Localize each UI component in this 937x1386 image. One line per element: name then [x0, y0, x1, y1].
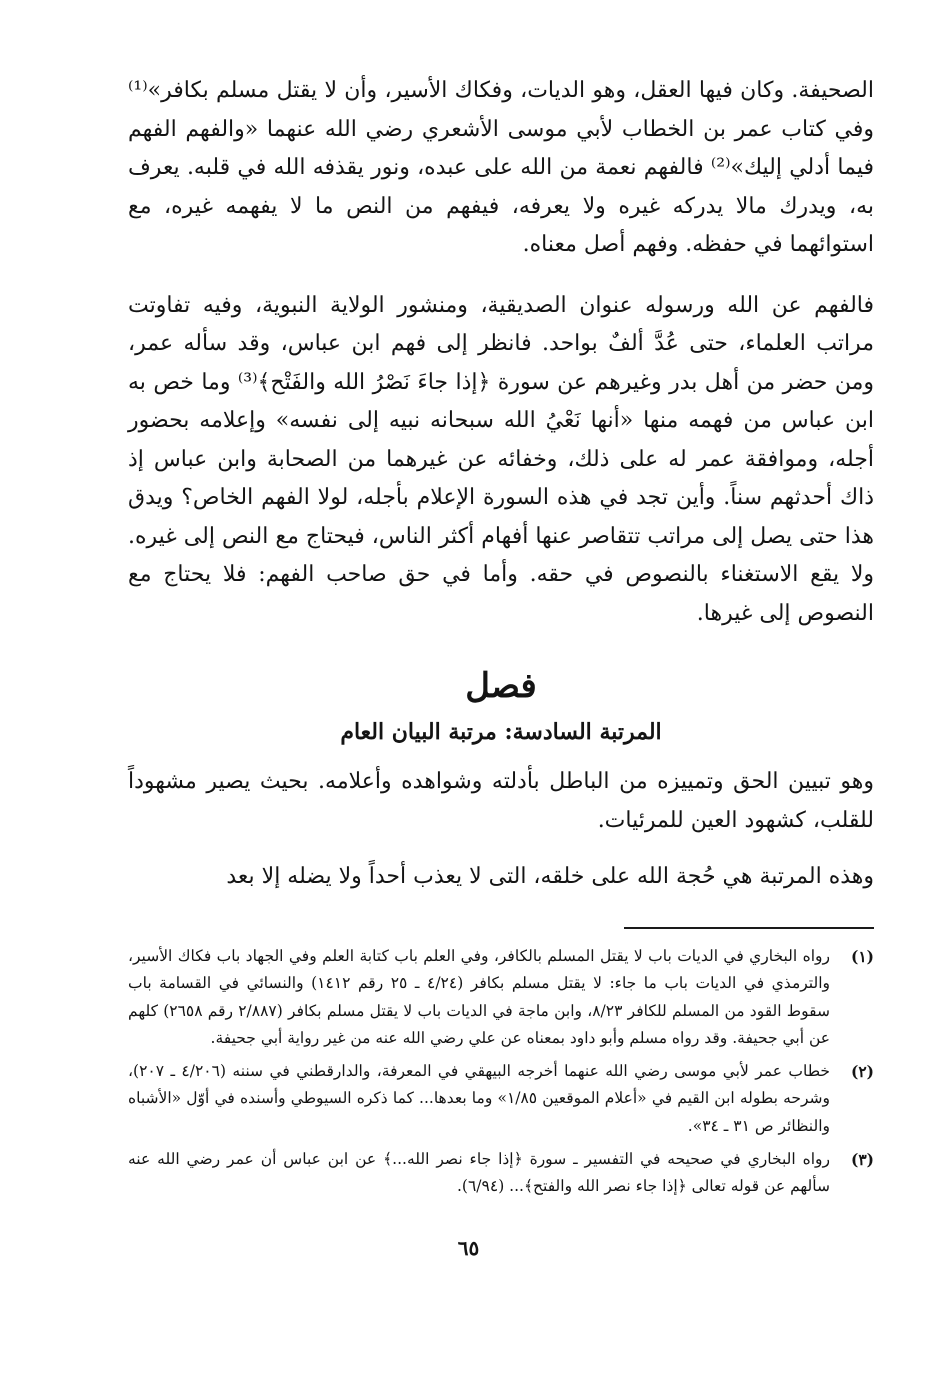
body-paragraph-1: الصحيفة. وكان فيها العقل، وهو الديات، وفكاك الأسير، وأن لا يقتل مسلم بكافر»⁽¹⁾ وفي كتاب عمر بن الخطاب لأبي موسى الأشعري رضي الله عنهما «والفهم الفهم فيما أدلي إليك»⁽²⁾ فالفهم نعمة من الله على عبده، ونور يقذفه الله في قلبه. يعرف به، ويدرك مالا يدركه غيره ولا يعرفه، فيفهم من النص ما لا يفهمه غيره، مع استوائهما في حفظه. وفهم أصل معناه. [128, 78, 874, 257]
footnote-number: (٢) [850, 1061, 874, 1081]
body-paragraph-2: فالفهم عن الله ورسوله عنوان الصديقية، ومنشور الولاية النبوية، وفيه تفاوتت مراتب العلماء، حتى عُدَّ ألفٌ بواحد. فانظر إلى فهم ابن عباس، وقد سأله عمر، ومن حضر من أهل بدر وغيرهم عن سورة ﴿إذا جاءَ نَصْرُ الله والفَتْح﴾⁽³⁾ وما خص به ابن عباس من فهمه منها «أنها نَعْيُ الله سبحانه نبيه إلى نفسه» وإعلامه بحضور أجله، وموافقة عمر له على ذلك، وخفائه عن غيرهما من الصحابة وابن عباس إذ ذاك أحدثهم سناً. وأين تجد في هذه السورة الإعلام بأجله، لولا الفهم الخاص؟ ويدق هذا حتى يصل إلى مراتب تتقاصر عنها أفهام أكثر الناس، فيحتاج مع النص إلى غيره. ولا يقع الاستغناء بالنصوص في حقه. وأما في حق صاحب الفهم: فلا يحتاج مع النصوص إلى غيرها. [128, 292, 874, 626]
footnote-text: رواه البخاري في الديات باب لا يقتل المسلم بالكافر، وفي العلم باب كتابة العلم وفي الجهاد باب فكاك الأسير، والترمذي في الديات باب ما جاء: لا يقتل مسلم بكافر (٤/٢٤ ـ ٢٥ رقم ١٤١٢) والنسائي في القسامة باب سقوط القود من المسلم للكافر ٨/٢٣، وابن ماجة في الديات باب لا يقتل مسلم بكافر (٢/٨٨٧ رقم ٢٦٥٨) كلهم عن أبي جحيفة. وقد رواه مسلم وأبو داود بمعناه عن علي رضي الله عنه من غير رواية أبي جحيفة. [128, 946, 830, 1048]
footnote-divider [624, 927, 874, 929]
footnote-text: رواه البخاري في صحيحه في التفسير ـ سورة ﴿إذا جاء نصر الله...﴾ عن ابن عباس أن عمر رضي الله عنه سألهم عن قوله تعالى ﴿إذا جاء نصر الله والفتح﴾... (٦/٩٤). [128, 1149, 830, 1196]
page-number: ٦٥ [457, 1236, 480, 1260]
section-subheading: المرتبة السادسة: مرتبة البيان العام [340, 719, 662, 745]
section-paragraph-2: وهذه المرتبة هي حُجة الله على خلقه، التى لا يعذب أحداً ولا يضله إلا بعد [226, 864, 874, 889]
footnotes [128, 943, 874, 1201]
section-paragraph-1: وهو تبيين الحق وتمييزه من الباطل بأدلته وشواهده وأعلامه. بحيث يصير مشهوداً للقلب، كشهود العين للمرئيات. [128, 769, 874, 833]
footnote-number: (١) [850, 946, 874, 966]
footnote-number: (٣) [850, 1149, 874, 1169]
footnote-1 [128, 943, 874, 1053]
footnote-text: خطاب عمر لأبي موسى رضي الله عنهما أخرجه البيهقي في المعرفة، والدارقطني في سننه (٤/٢٠٦ ـ ٢٠٧)، وشرحه بطوله ابن القيم في «أعلام الموقعين ١/٨٥» وما بعدها... كما ذكره السيوطي وأسنده في أوّل «الأشباه والنظائر ص ٣١ ـ ٣٤». [128, 1061, 830, 1136]
footnote-3 [128, 1146, 874, 1201]
page-content [128, 72, 874, 1206]
footnote-2 [128, 1058, 874, 1141]
section-heading: فصل [465, 666, 537, 706]
